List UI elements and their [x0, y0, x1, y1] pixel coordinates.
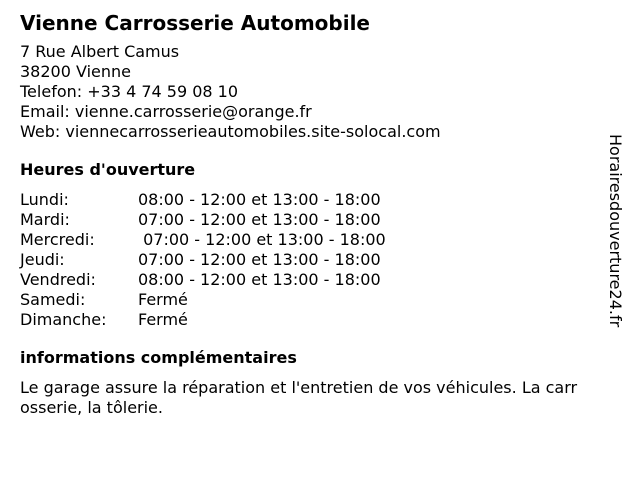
additional-info-text: Le garage assure la réparation et l'entretien de vos véhicules. La carrosserie, la tôlerie.	[20, 378, 578, 417]
hours-row-samedi	[20, 290, 590, 310]
hours-row-mercredi	[20, 230, 590, 250]
city-address: 38200 Vienne	[20, 62, 131, 81]
website-url: Web: viennecarrosserieautomobiles.site-solocal.com	[20, 122, 441, 141]
hours-time: 08:00 - 12:00 et 13:00 - 18:00	[138, 190, 381, 209]
hours-row-mardi	[20, 210, 590, 230]
hours-time: Fermé	[138, 290, 188, 309]
hours-day: Samedi:	[20, 290, 86, 309]
hours-time: Fermé	[138, 310, 188, 329]
email-address: Email: vienne.carrosserie@orange.fr	[20, 102, 312, 121]
hours-row-jeudi	[20, 250, 590, 270]
hours-row-lundi	[20, 190, 590, 210]
hours-time: 07:00 - 12:00 et 13:00 - 18:00	[138, 230, 386, 249]
site-brand-label: Horairesdouverture24.fr	[606, 134, 625, 328]
opening-hours-table	[20, 190, 590, 330]
address-block	[20, 42, 590, 142]
hours-day: Dimanche:	[20, 310, 107, 329]
business-name: Vienne Carrosserie Automobile	[20, 11, 370, 35]
additional-info-heading: informations complémentaires	[20, 348, 297, 367]
hours-day: Lundi:	[20, 190, 69, 209]
hours-time: 07:00 - 12:00 et 13:00 - 18:00	[138, 210, 381, 229]
hours-day: Mercredi:	[20, 230, 95, 249]
hours-row-dimanche	[20, 310, 590, 330]
opening-hours-heading: Heures d'ouverture	[20, 160, 196, 179]
hours-time: 08:00 - 12:00 et 13:00 - 18:00	[138, 270, 381, 289]
hours-time: 07:00 - 12:00 et 13:00 - 18:00	[138, 250, 381, 269]
hours-row-vendredi	[20, 270, 590, 290]
hours-day: Jeudi:	[20, 250, 65, 269]
hours-day: Vendredi:	[20, 270, 96, 289]
business-card	[20, 10, 590, 418]
street-address: 7 Rue Albert Camus	[20, 42, 180, 61]
phone-number: Telefon: +33 4 74 59 08 10	[20, 82, 239, 101]
hours-day: Mardi:	[20, 210, 70, 229]
